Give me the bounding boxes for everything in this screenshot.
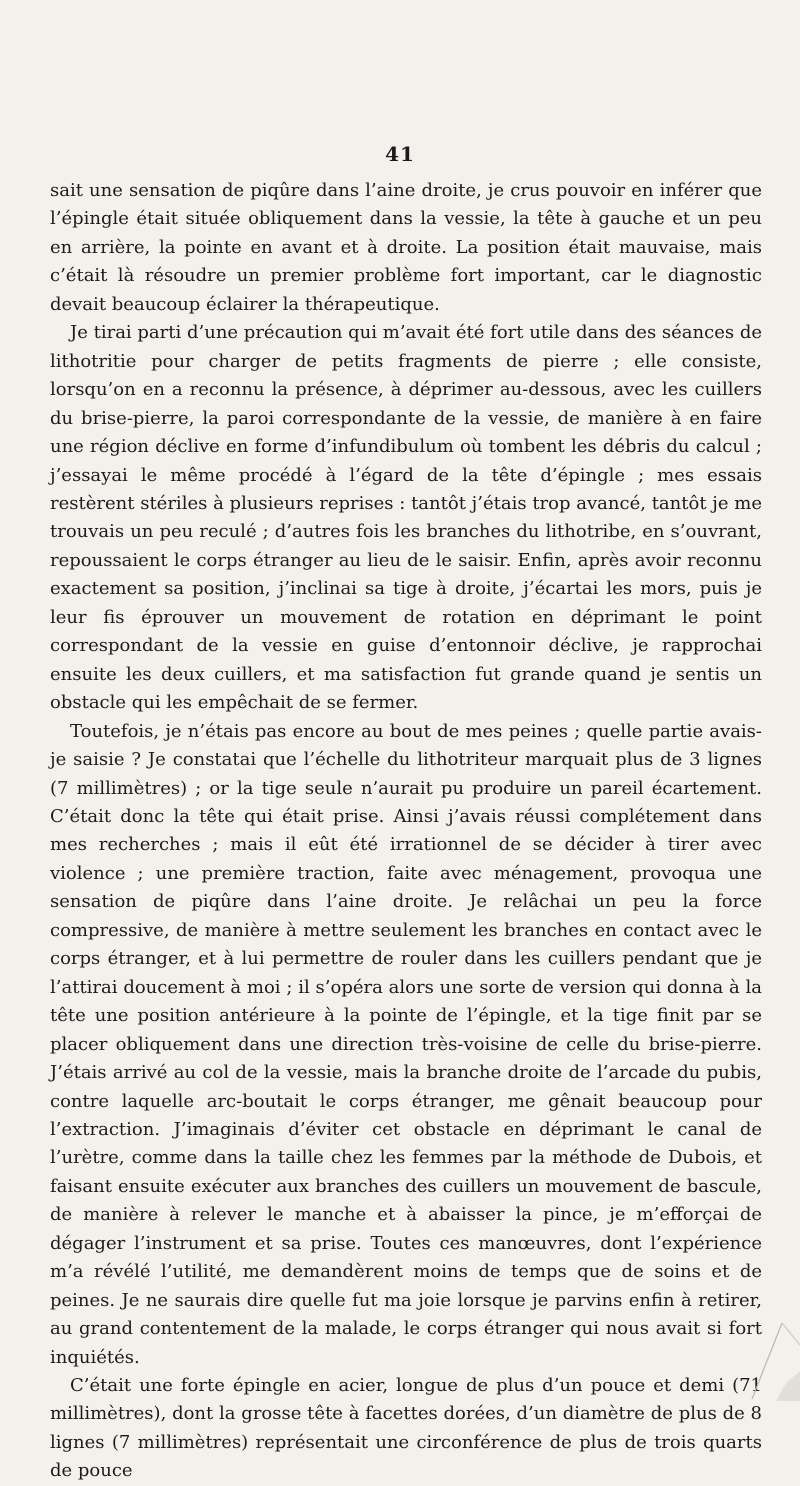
body-text — [50, 177, 762, 1486]
page-corner-fold-mark — [690, 1311, 800, 1401]
paragraph-2: Je tirai parti d’une précaution qui m’avait été fort utile dans des séances de lithotritie pour charger de petits fragments de pierre ; elle consiste, lorsqu’on en a reconnu la présence, à déprimer au-dessous, avec les cuillers du brise-pierre, la paroi correspondante de la vessie, de manière à en faire une région déclive en forme d’infundibulum où tombent les débris du calcul ; j’essayai le même procédé à l’égard de la tête d’épingle ; mes essais restèrent stériles à plusieurs reprises : tantôt j’étais trop avancé, tantôt je me trouvais un peu reculé ; d’autres fois les branches du lithotribe, en s’ouvrant, repoussaient le corps étranger au lieu de le saisir. Enfin, après avoir reconnu exactement sa position, j’inclinai sa tige à droite, j’écartai les mors, puis je leur fis éprouver un mouvement de rotation en déprimant le point correspondant de la vessie en guise d’entonnoir déclive, je rapprochai ensuite les deux cuillers, et ma satisfaction fut grande quand je sentis un obstacle qui les empêchait de se fermer. — [50, 322, 762, 714]
page-number: 41 — [385, 142, 415, 166]
fold-line-icon — [690, 1311, 800, 1401]
paragraph-4: C’était une forte épingle en acier, longue de plus d’un pouce et demi (71 millimètres), dont la grosse tête à facettes dorées, d’un diamètre de plus de 8 lignes (7 millimètres) représentait une circonférence de plus de trois quarts de pouce — [50, 1375, 762, 1482]
paragraph-3: Toutefois, je n’étais pas encore au bout de mes peines ; quelle partie avais-je saisie ? Je constatai que l’échelle du lithotriteur marquait plus de 3 lignes (7 millimètres) ; or la tige seule n’aurait pu produire un pareil écartement. C’était donc la tête qui était prise. Ainsi j’avais réussi complétement dans mes recherches ; mais il eût été irrationnel de se décider à tirer avec violence ; une première traction, faite avec ménagement, provoqua une sensation de piqûre dans l’aine droite. Je relâchai un peu la force compressive, de manière à mettre seulement les branches en contact avec le corps étranger, et à lui permettre de rouler dans les cuillers pendant que je l’attirai doucement à moi ; il s’opéra alors une sorte de version qui donna à la tête une position antérieure à la pointe de l’épingle, et la tige finit par se placer obliquement dans une direction très-voisine de celle du brise-pierre. J’étais arrivé au col de la vessie, mais la branche droite de l’arcade du pubis, contre laquelle arc-boutait le corps étranger, me gênait beaucoup pour l’extraction. J’imaginais d’éviter cet obstacle en déprimant le canal de l’urètre, comme dans la taille chez les femmes par la méthode de Dubois, et faisant ensuite exécuter aux branches des cuillers un mouvement de bascule, de manière à relever le manche et à abaisser la pince, je m’efforçai de dégager l’instrument et sa prise. Toutes ces manœuvres, dont l’expérience m’a révélé l’utilité, me demandèrent moins de temps que de soins et de peines. Je ne saurais dire quelle fut ma joie lorsque je parvins enfin à retirer, au grand contentement de la malade, le corps étranger qui nous avait si fort inquiétés. — [50, 720, 762, 1368]
paragraph-1: sait une sensation de piqûre dans l’aine droite, je crus pouvoir en inférer que l’épingle était située obliquement dans la vessie, la tête à gauche et un peu en arrière, la pointe en avant et à droite. La position était mauvaise, mais c’était là résoudre un premier problème fort important, car le diagnostic devait beaucoup éclairer la thérapeutique. — [50, 180, 762, 315]
